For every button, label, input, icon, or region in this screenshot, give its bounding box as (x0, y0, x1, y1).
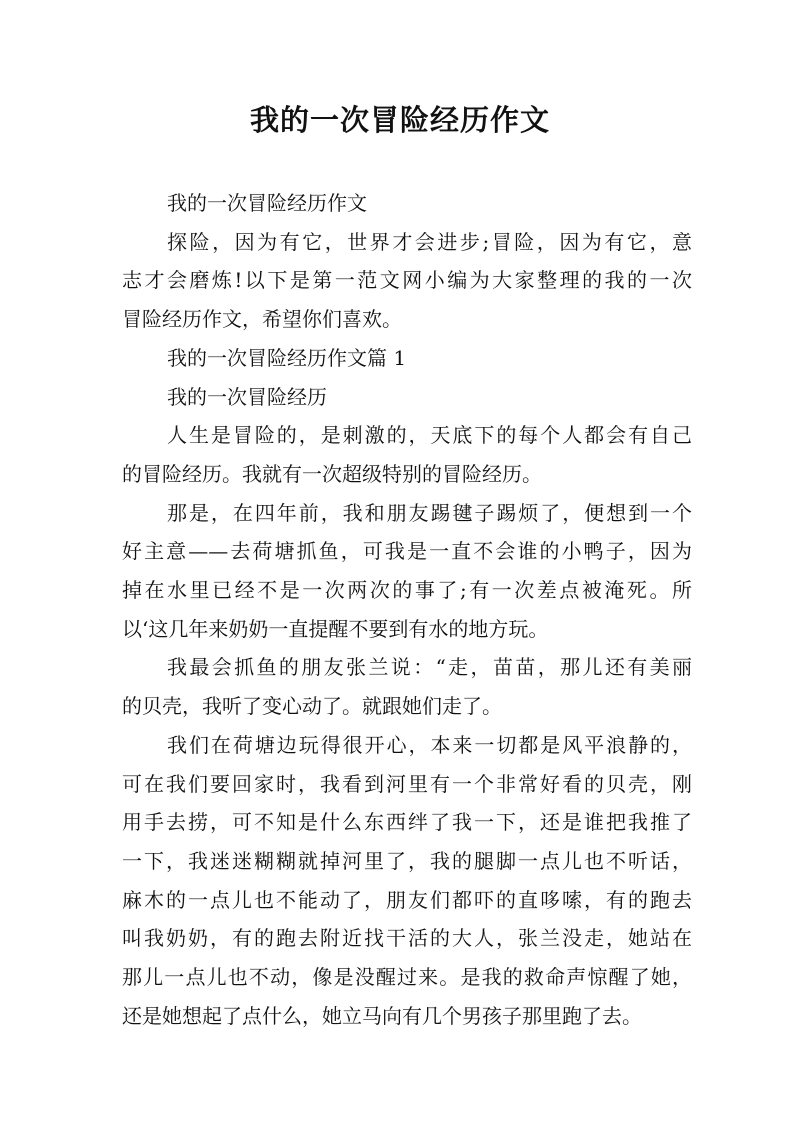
paragraph-line: 的冒险经历。我就有一次超级特别的冒险经历。 (122, 461, 542, 486)
document-body (122, 184, 692, 1035)
document-title: 我的一次冒险经历作文 (249, 103, 550, 137)
paragraph-line: 以‘这几年来奶奶一直提醒不要到有水的地方玩。 (122, 616, 549, 641)
paragraph-line: 还是她想起了点什么，她立马向有几个男孩子那里跑了去。 (122, 1003, 642, 1028)
paragraph (122, 223, 692, 339)
paragraph-line: 我们在荷塘边玩得很开心，本来一切都是风平浪静的， (167, 732, 692, 757)
paragraph-line: 我的一次冒险经历 (167, 384, 327, 409)
paragraph-line: 我的一次冒险经历作文 (167, 191, 367, 215)
paragraph (122, 726, 692, 1036)
paragraph-line: 我最会抓鱼的朋友张兰说：“走，苗苗，那儿还有美丽 (167, 655, 692, 680)
paragraph-line: 一下，我迷迷糊糊就掉河里了，我的腿脚一点儿也不听话， (122, 848, 692, 873)
paragraph (122, 494, 692, 649)
paragraph-line: 那儿一点儿也不动，像是没醒过来。是我的救命声惊醒了她， (122, 965, 692, 990)
paragraph (122, 378, 692, 417)
paragraph-line: 的贝壳，我听了变心动了。就跟她们走了。 (122, 694, 502, 719)
paragraph-line: 我的一次冒险经历作文篇 1 (167, 345, 407, 370)
paragraph-line: 用手去捞，可不知是什么东西绊了我一下，还是谁把我推了 (122, 810, 692, 835)
paragraph-line: 麻木的一点儿也不能动了，朋友们都吓的直哆嗦，有的跑去 (122, 887, 692, 912)
paragraph-line: 人生是冒险的，是刺激的，天底下的每个人都会有自己 (167, 423, 692, 448)
paragraph-line: 那是，在四年前，我和朋友踢毽子踢烦了，便想到一个 (167, 500, 692, 525)
paragraph-line: 冒险经历作文，希望你们喜欢。 (122, 307, 402, 332)
paragraph (122, 416, 692, 493)
paragraph (122, 648, 692, 725)
paragraph-line: 好主意——去荷塘抓鱼，可我是一直不会谁的小鸭子，因为 (122, 539, 692, 564)
paragraph-line: 掉在水里已经不是一次两次的事了;有一次差点被淹死。所 (122, 578, 692, 603)
paragraph (122, 184, 692, 223)
paragraph-line: 可在我们要回家时，我看到河里有一个非常好看的贝壳，刚 (122, 771, 692, 796)
paragraph-line: 志才会磨炼!以下是第一范文网小编为大家整理的我的一次 (122, 268, 692, 293)
paragraph-line: 叫我奶奶，有的跑去附近找干活的大人，张兰没走，她站在 (122, 926, 692, 951)
paragraph-line: 探险，因为有它，世界才会进步;冒险，因为有它，意 (167, 229, 692, 254)
paragraph (122, 339, 692, 378)
